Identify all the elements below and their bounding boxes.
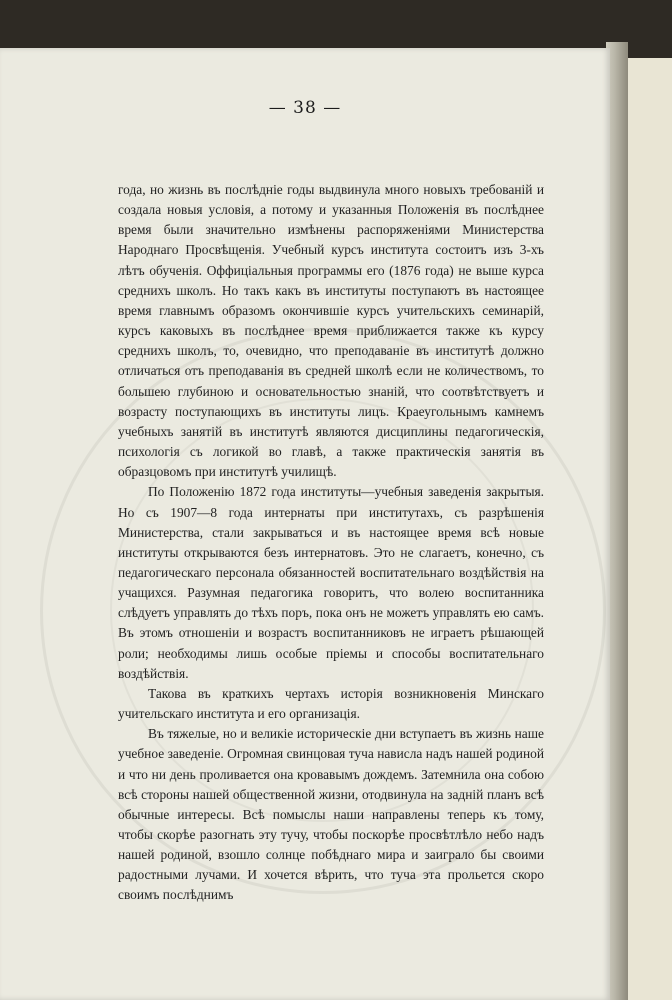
page-number: — 38 — xyxy=(268,98,342,118)
book-page xyxy=(0,48,610,1000)
body-text xyxy=(118,180,544,906)
paragraph: Въ тяжелые, но и великiе историческiе дни вступаетъ въ жизнь наше учебное заведенiе. Огромная свинцовая туча нависла надъ нашей родиной и что ни день проливается она кровавымъ дождемъ. Затемнила она собою всѣ стороны нашей общественной жизни, отодвинула на заднiй планъ всѣ обычные интересы. Всѣ помыслы наши направлены теперь къ тому, чтобы скорѣе разогнать эту тучу, чтобы поскорѣе просвѣтлѣло небо надъ нашей родиной, взошло солнце побѣднаго мира и заиграло бы своими радостными лучами. И хочется вѣрить, что туча эта прольется скоро своимъ послѣднимъ xyxy=(118,726,544,903)
paragraph: Такова въ краткихъ чертахъ исторiя возникновенiя Минскаго учительскаго института и его организацiя. xyxy=(118,685,544,722)
next-page-edge xyxy=(626,58,672,1000)
paragraph: года, но жизнь въ послѣднiе годы выдвинула много новыхъ требованiй и создала новыя условiя, а потому и указанныя Положенiя въ послѣднее время были значительно измѣнены распоряженiями Министерства Народнаго Просвѣщенiя. Учебный курсъ института состоитъ изъ 3-хъ лѣтъ обученiя. Оффицiальныя программы его (1876 года) не выше курса среднихъ школъ. Но такъ какъ въ институты поступаютъ въ настоящее время главнымъ образомъ окончившiе курсъ учительскихъ семинарiй, курсъ каковыхъ въ послѣднее время приближается также къ курсу среднихъ школъ, то, очевидно, что преподаванiе въ институтѣ должно отличаться отъ преподаванiя въ средней школѣ если не количествомъ, то большею глубиною и основательностью знанiй, что соотвѣтствуетъ и возрасту поступающихъ въ институты лицъ. Краеугольнымъ камнемъ учебныхъ занятiй въ институтѣ являются дисциплины педагогическiя, психологiя съ логикой во главѣ, а также практическiя занятiя въ образцовомъ при институтѣ училищѣ. xyxy=(118,182,544,480)
paragraph: По Положенiю 1872 года институты—учебныя заведенiя закрытыя. Но съ 1907—8 года интернаты при институтахъ, съ разрѣшенiя Министерства, стали закрываться и въ настоящее время всѣ новые институты открываются безъ интернатовъ. Это не слагаетъ, конечно, съ педагогическаго персонала обязанностей воспитательнаго воздѣйствiя на учащихся. Разумная педагогика говоритъ, что волею воспитанника слѣдуетъ управлять до тѣхъ поръ, пока онъ не можетъ управлять ею самъ. Въ этомъ отношенiи и возрастъ воспитанниковъ не играетъ рѣшающей роли; необходимы лишь особые прiемы и способы воспитательнаго воздѣйствiя. xyxy=(118,484,544,681)
